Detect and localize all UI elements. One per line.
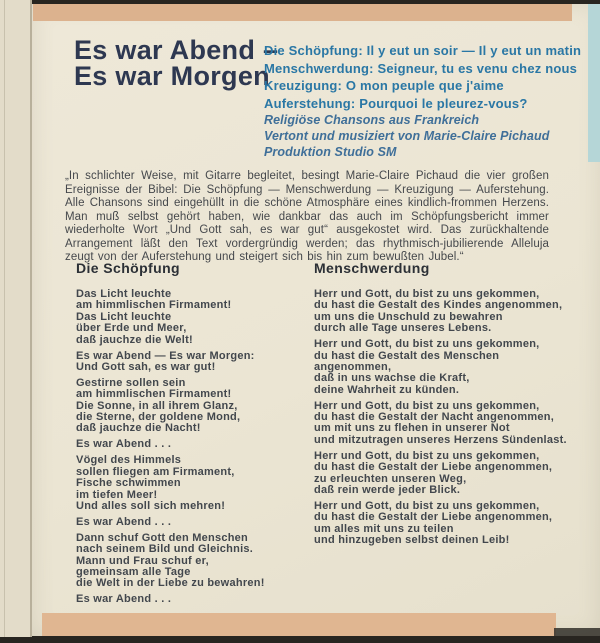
credit-line: Religiöse Chansons aus Frankreich (264, 113, 480, 127)
stanza (76, 455, 304, 512)
bottom-peach-band (42, 613, 556, 636)
poem-line: zu erleuchten unseren Weg, (314, 472, 467, 485)
poem-line: über Erde und Meer, (76, 322, 187, 335)
poem-line: durch alle Tage unseres Lebens. (314, 322, 492, 335)
stanza (314, 289, 576, 335)
poem-line: Die Sonne, in all ihrem Glanz, (76, 399, 238, 412)
poem-line: Es war Abend . . . (76, 515, 172, 528)
stanza (76, 594, 304, 605)
track-list (264, 42, 581, 113)
lyrics-column-die-schoepfung (76, 260, 304, 610)
section-heading-die-schoepfung: Die Schöpfung (76, 260, 180, 276)
poem-line: daß jauchze die Welt! (76, 333, 193, 346)
lyrics-column-menschwerdung (314, 260, 576, 610)
track-title: Kreuzigung: O mon peuple que j'aime (264, 78, 504, 94)
poem-line: im tiefen Meer! (76, 488, 158, 501)
stanza (76, 289, 304, 346)
album-title-line-1: Es war Abend – (74, 35, 279, 65)
stanza (76, 351, 304, 374)
poem-line: Es war Abend . . . (76, 438, 172, 451)
poem-line: gemeinsam alle Tage (76, 565, 191, 578)
poem-line: um mit uns zu flehen in unserer Not (314, 422, 510, 435)
poem-line: um uns die Unschuld zu bewahren (314, 310, 503, 323)
album-title-line-2: Es war Morgen (74, 61, 270, 91)
right-cyan-strip (588, 4, 600, 162)
paper-crease (4, 0, 5, 637)
scan-corner-shadow (554, 628, 600, 636)
stanza (76, 533, 304, 590)
poem-line: daß in uns wachse die Kraft, (314, 372, 470, 385)
album-title (74, 37, 278, 89)
poem-line: Herr und Gott, du bist zu uns gekommen, (314, 499, 540, 512)
poem-line: deine Wahrheit zu künden. (314, 383, 460, 396)
poem-line: um alles mit uns zu teilen (314, 522, 454, 535)
stanza (76, 378, 304, 435)
stanza (76, 439, 304, 450)
stanza-list (314, 289, 576, 547)
poem-line: Vögel des Himmels (76, 454, 182, 467)
credit-line: Vertont und musiziert von Marie-Claire Pichaud (264, 129, 550, 143)
poem-line: die Sterne, der goldene Mond, (76, 411, 241, 424)
poem-line: Und alles soll sich mehren! (76, 499, 226, 512)
track-title: Auferstehung: Pourquoi le pleurez-vous? (264, 96, 528, 112)
poem-line: am himmlischen Firmament! (76, 299, 232, 312)
stanza (314, 501, 576, 547)
lyrics-columns (76, 260, 588, 610)
poem-line: du hast die Gestalt der Nacht angenommen, (314, 411, 555, 424)
poem-line: Fische schwimmen (76, 477, 181, 490)
credit-line: Produktion Studio SM (264, 145, 397, 159)
poem-line: am himmlischen Firmament! (76, 388, 232, 401)
poem-line: die Welt in der Liebe zu bewahren! (76, 577, 265, 590)
stanza (314, 339, 576, 396)
poem-line: Herr und Gott, du bist zu uns gekommen, (314, 338, 540, 351)
top-peach-band (33, 4, 572, 21)
stanza (314, 401, 576, 447)
poem-line: du hast die Gestalt der Liebe angenommen, (314, 511, 553, 524)
credits-block (264, 112, 549, 160)
poem-line: Gestirne sollen sein (76, 376, 186, 389)
track-title: Die Schöpfung: Il y eut un soir — Il y eut un matin (264, 43, 582, 58)
poem-line: Herr und Gott, du bist zu uns gekommen, (314, 449, 540, 462)
poem-line: Mann und Frau schuf er, (76, 554, 209, 567)
poem-line: daß rein werde jeder Blick. (314, 484, 461, 496)
poem-line: und mitzutragen unseres Herzens Sündenlast. (314, 433, 567, 446)
poem-line: Herr und Gott, du bist zu uns gekommen, (314, 288, 540, 300)
poem-line: Es war Abend — Es war Morgen: (76, 349, 255, 362)
record-back-cover (32, 4, 600, 636)
poem-line: du hast die Gestalt der Liebe angenommen, (314, 461, 553, 474)
poem-line: Dann schuf Gott den Menschen (76, 531, 249, 544)
liner-notes-paragraph: „In schlichter Weise, mit Gitarre begleitet, besingt Marie-Claire Pichaud die vier großen Ereignisse der Bibel: Die Schöpfung — Menschwerdung — Kreuzigung — Auferstehung. Alle Chansons sind eingehüllt in die schöne Atmosphäre eines kindlich-frommen Herzens. Man muß selbst gehört haben, wie dankbar das auch im Schöpfungsbericht immer wiederholte Wort „Und Gott sah, es war gut“ ausgekostet wird. Das zurückhaltende Arrangement läßt den Text vordergründig werden; das rhythmisch-jubilierende Alleluja zeugt von der Auferstehung und steigert sich bis hin zum bewußten Jubel.“ (65, 170, 549, 263)
stanza-list (76, 289, 304, 606)
under-sleeve-edge-left (0, 0, 32, 637)
poem-line: Es war Abend . . . (76, 593, 172, 606)
poem-line: Das Licht leuchte (76, 310, 172, 323)
poem-line: du hast die Gestalt des Kindes angenommen, (314, 299, 563, 312)
poem-line: Das Licht leuchte (76, 288, 172, 300)
poem-line: Herr und Gott, du bist zu uns gekommen, (314, 399, 540, 412)
poem-line: sollen fliegen am Firmament, (76, 465, 235, 478)
track-title: Menschwerdung: Seigneur, tu es venu chez nous (264, 60, 578, 76)
poem-line: und hinzugeben selbst deinen Leib! (314, 534, 510, 547)
stanza (314, 451, 576, 497)
stanza (76, 517, 304, 528)
poem-line: Und Gott sah, es war gut! (76, 360, 216, 373)
section-heading-menschwerdung: Menschwerdung (314, 260, 430, 276)
poem-line: daß jauchze die Nacht! (76, 422, 201, 435)
poem-line: nach seinem Bild und Gleichnis. (76, 543, 254, 556)
poem-line: du hast die Gestalt des Menschen angenommen, (314, 349, 500, 373)
